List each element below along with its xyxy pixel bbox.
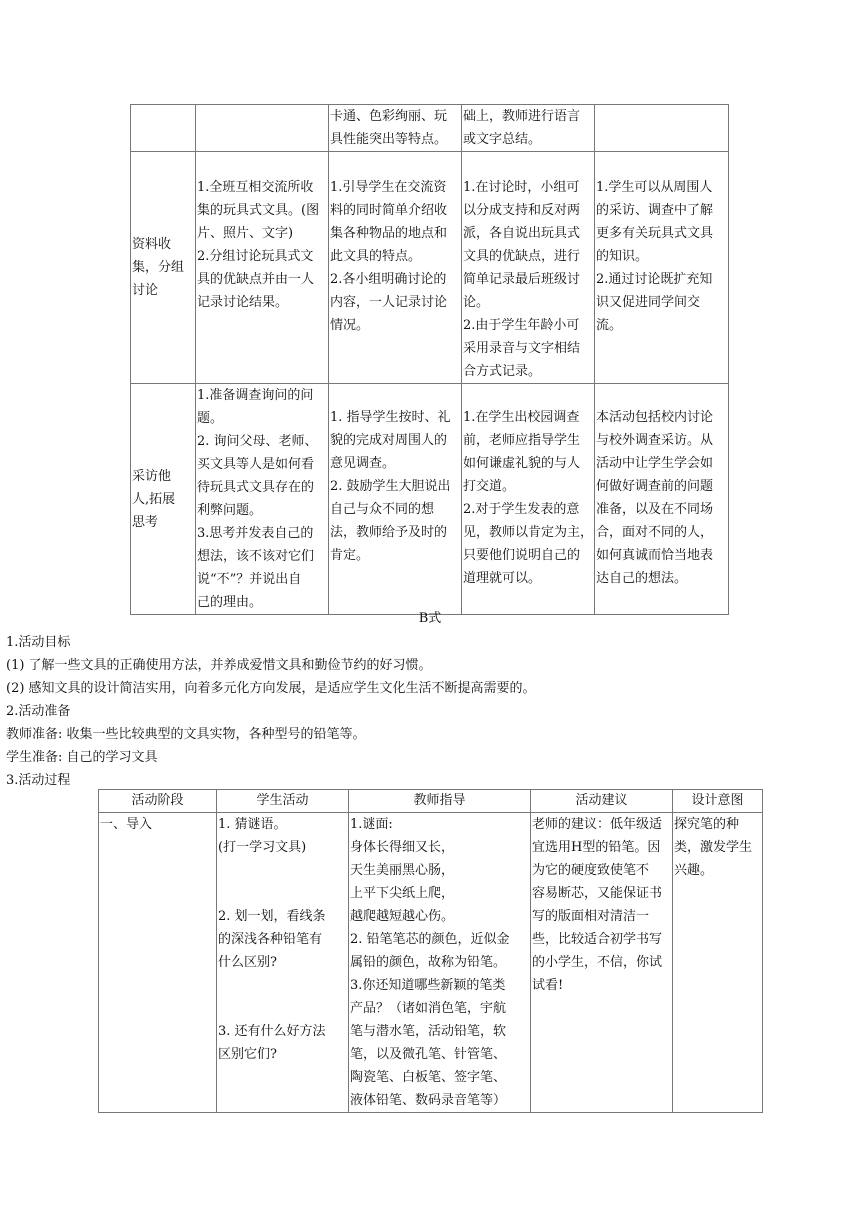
activity-process-table [98, 789, 763, 1113]
design-intent-cell: 探究笔的种 类，激发学生 兴趣。 [673, 813, 763, 1113]
design-intent-cell: 本活动包括校内讨论 与校外调查采访。从 活动中让学生学会如 何做好调查前的问题 准备，以及在不同场 合，面对不同的人， 如何真诚而恰当地表 达自己的想法。 [595, 384, 729, 615]
column-header: 设计意图 [673, 790, 763, 813]
student-activity-cell: 1. 猜谜语。 (打一学习文具) 2. 划一划，看线条 的深浅各种铅笔有 什么区别? 3. 还有什么好方法 区别它们? [217, 813, 349, 1113]
activity-table-a [130, 104, 729, 615]
teacher-guidance-cell: 卡通、色彩绚丽、玩 具性能突出等特点。 [329, 105, 462, 152]
design-intent-cell: 1.学生可以从周围人 的采访、调查中了解 更多有关玩具式文具 的知识。 2.通过讨论既扩充知 识又促进同学间交 流。 [595, 152, 729, 384]
table-row [99, 813, 763, 1113]
column-header: 学生活动 [217, 790, 349, 813]
student-activity-cell: 1.全班互相交流所收 集的玩具式文具。(图 片、照片、文字) 2.分组讨论玩具式文 具的优缺点并由一人 记录讨论结果。 [196, 152, 329, 384]
student-activity-cell [196, 105, 329, 152]
table-row [131, 105, 729, 152]
stage-cell: 一、导入 [99, 813, 217, 1113]
stage-cell [131, 105, 196, 152]
teacher-guidance-cell: 1.谜面: 身体长得细又长， 天生美丽黑心肠， 上平下尖纸上爬， 越爬越短越心伤。 2. 铅笔笔芯的颜色，近似金 属铅的颜色，故称为铅笔。 3.你还知道哪些新颖的笔类 产品？（诸如消色笔，宇航 笔与潜水笔，活动铅笔，软 笔，以及微孔笔、针管笔、 陶瓷笔、白板笔、签字笔、 液体铅笔、数码录音笔等） [349, 813, 531, 1113]
activity-suggestion-cell: 础上，教师进行语言 或文字总结。 [462, 105, 595, 152]
column-header: 活动建议 [531, 790, 673, 813]
stage-cell: 资料收 集，分组 讨论 [131, 152, 196, 384]
column-header: 教师指导 [349, 790, 531, 813]
goal-item: (1) 了解一些文具的正确使用方法，并养成爱惜文具和勤俭节约的好习惯。 [6, 658, 432, 673]
design-intent-cell [595, 105, 729, 152]
table-row [131, 384, 729, 615]
prep-student: 学生准备: 自己的学习文具 [6, 750, 158, 765]
goal-heading: 1.活动目标 [6, 635, 71, 650]
section-caption: B式 [418, 611, 442, 626]
activity-description [6, 631, 846, 792]
activity-suggestion-cell: 1.在学生出校园调查 前，老师应指导学生 如何谦虚礼貌的与人 打交道。 2.对于学生发表的意 见，教师以肯定为主， 只要他们说明自己的 道理就可以。 [462, 384, 595, 615]
activity-suggestion-cell: 1.在讨论时，小组可 以分成支持和反对两 派，各自说出玩具式 文具的优缺点，进行 简单记录最后班级讨 论。 2.由于学生年龄小可 采用录音与文字相结 合方式记录。 [462, 152, 595, 384]
prep-heading: 2.活动准备 [6, 704, 71, 719]
column-header: 活动阶段 [99, 790, 217, 813]
teacher-guidance-cell: 1.引导学生在交流资 料的同时简单介绍收 集各种物品的地点和 此文具的特点。 2.各小组明确讨论的 内容，一人记录讨论 情况。 [329, 152, 462, 384]
stage-cell: 采访他 人,拓展 思考 [131, 384, 196, 615]
table-row [131, 152, 729, 384]
prep-teacher: 教师准备: 收集一些比较典型的文具实物，各种型号的铅笔等。 [6, 727, 366, 742]
table-header-row [99, 790, 763, 813]
student-activity-cell: 1.准备调查询问的问 题。 2. 询问父母、老师、 买文具等人是如何看 待玩具式文具存在的 利弊问题。 3.思考并发表自己的 想法，该不该对它们 说“不”？并说出自 己的理由。 [196, 384, 329, 615]
process-heading: 3.活动过程 [6, 773, 71, 788]
teacher-guidance-cell: 1. 指导学生按时、礼 貌的完成对周围人的 意见调查。 2. 鼓励学生大胆说出 自己与众不同的想 法，教师给予及时的 肯定。 [329, 384, 462, 615]
goal-item: (2) 感知文具的设计简洁实用，向着多元化方向发展，是适应学生文化生活不断提高需要的。 [6, 681, 536, 696]
activity-suggestion-cell: 老师的建议：低年级适 宜选用H型的铅笔。因 为它的硬度致使笔不 容易断芯，又能保证书 写的版面相对清洁一 些，比较适合初学书写 的小学生，不信，你试 试看! [531, 813, 673, 1113]
